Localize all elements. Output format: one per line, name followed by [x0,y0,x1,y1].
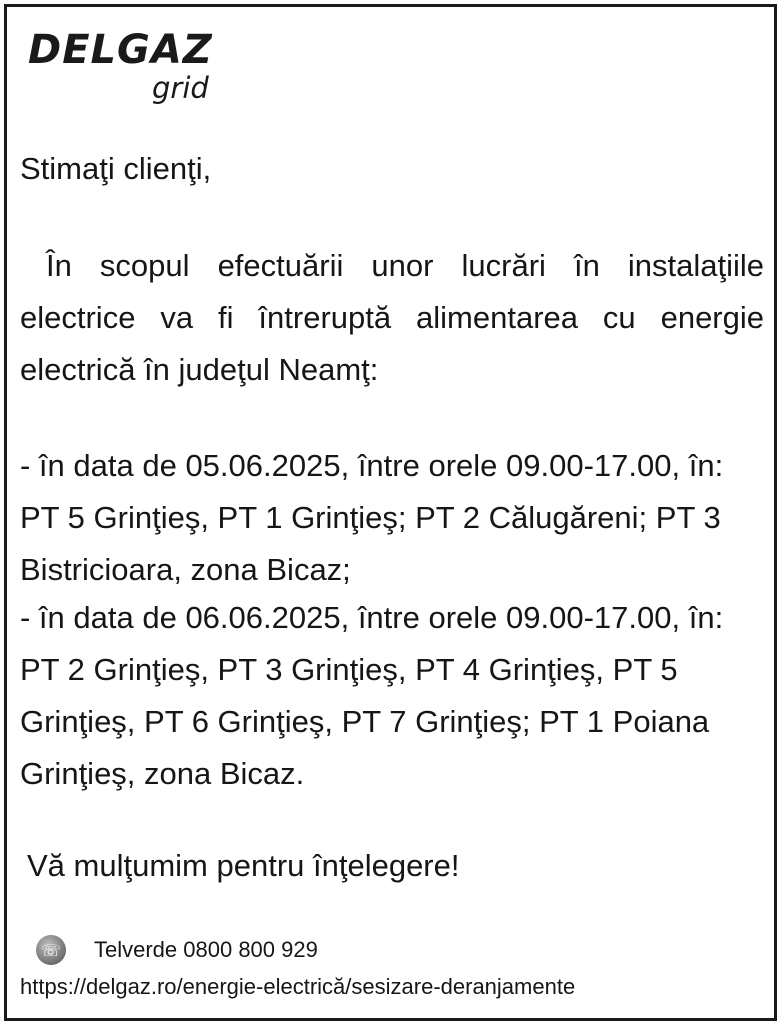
thanks-text: Vă mulţumim pentru înţelegere! [27,848,460,883]
phone-row [36,934,318,966]
logo-sub: grid [152,71,209,105]
intro-paragraph: În scopul efectuării unor lucrări în instalaţiile electrice va fi întreruptă alimentarea cu energie electrică în judeţul Neamţ: [20,248,764,387]
logo-brand: DELGAZ [28,27,213,73]
telephone-icon: ☏ [36,935,66,965]
report-url[interactable]: https://delgaz.ro/energie-electrică/sesizare-deranjamente [20,974,576,999]
outage-item-1: - în data de 05.06.2025, între orele 09.00-17.00, în: PT 5 Grinţieş, PT 1 Grinţieş; PT 2 Călugăreni; PT 3 Bistricioara, zona Bicaz; [20,448,724,587]
delgaz-grid-logo [28,26,243,108]
greeting: Stimaţi clienţi, [20,151,212,186]
phone-text: Telverde 0800 800 929 [94,937,318,962]
outage-item-2: - în data de 06.06.2025, între orele 09.00-17.00, în: PT 2 Grinţieş, PT 3 Grinţieş, PT 4 Grinţieş, PT 5 Grinţieş, PT 6 Grinţieş, PT 7 Grinţieş; PT 1 Poiana Grinţieş, zona Bicaz. [20,600,724,791]
